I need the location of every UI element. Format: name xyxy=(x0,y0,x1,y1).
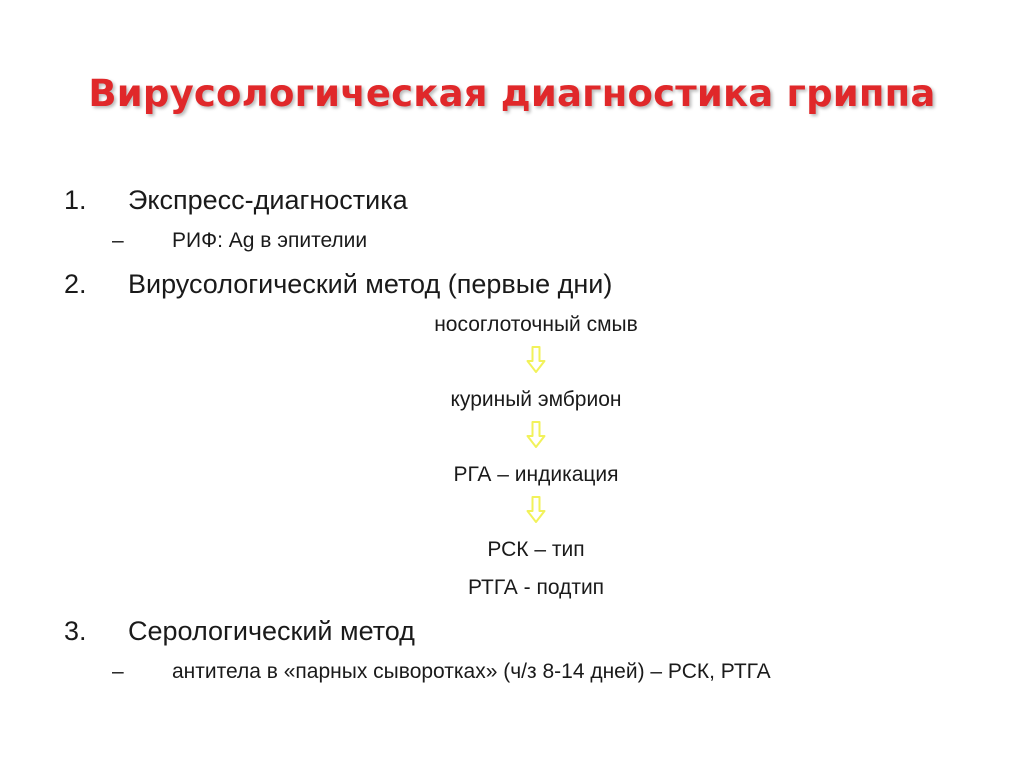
list-item-1 xyxy=(64,184,408,216)
list-item-2 xyxy=(64,268,612,300)
double-down-arrow-icon xyxy=(526,346,546,374)
dash-bullet: – xyxy=(112,229,124,252)
list-item-number: 2. xyxy=(64,269,87,299)
dash-bullet: – xyxy=(112,660,124,683)
flow-step-rsk-type: РСК – тип xyxy=(487,538,585,561)
sub-item-rif xyxy=(112,228,367,254)
list-item-text: Серологический метод xyxy=(128,616,415,646)
sub-item-text: РИФ: Ag в эпителии xyxy=(172,229,368,252)
double-down-arrow-icon xyxy=(526,496,546,524)
flow-step-rga-indication: РГА – индикация xyxy=(453,463,619,486)
slide-title: Вирусологическая диагностика гриппа xyxy=(88,72,936,115)
list-item-number: 1. xyxy=(64,185,87,215)
double-down-arrow-icon xyxy=(526,421,546,449)
list-item-text: Экспресс-диагностика xyxy=(128,185,408,215)
sub-item-antibodies xyxy=(112,659,771,685)
list-item-3 xyxy=(64,615,415,647)
flow-step-rtga-subtype: РТГА - подтип xyxy=(467,576,605,599)
sub-item-text: антитела в «парных сыворотках» (ч/з 8-14 дней) – РСК, РТГА xyxy=(172,660,771,683)
list-item-text: Вирусологический метод (первые дни) xyxy=(128,269,613,299)
flow-step-chicken-embryo: куриный эмбрион xyxy=(450,388,622,411)
flow-step-nasopharyngeal-wash: носоглоточный смыв xyxy=(434,313,638,336)
list-item-number: 3. xyxy=(64,616,87,646)
